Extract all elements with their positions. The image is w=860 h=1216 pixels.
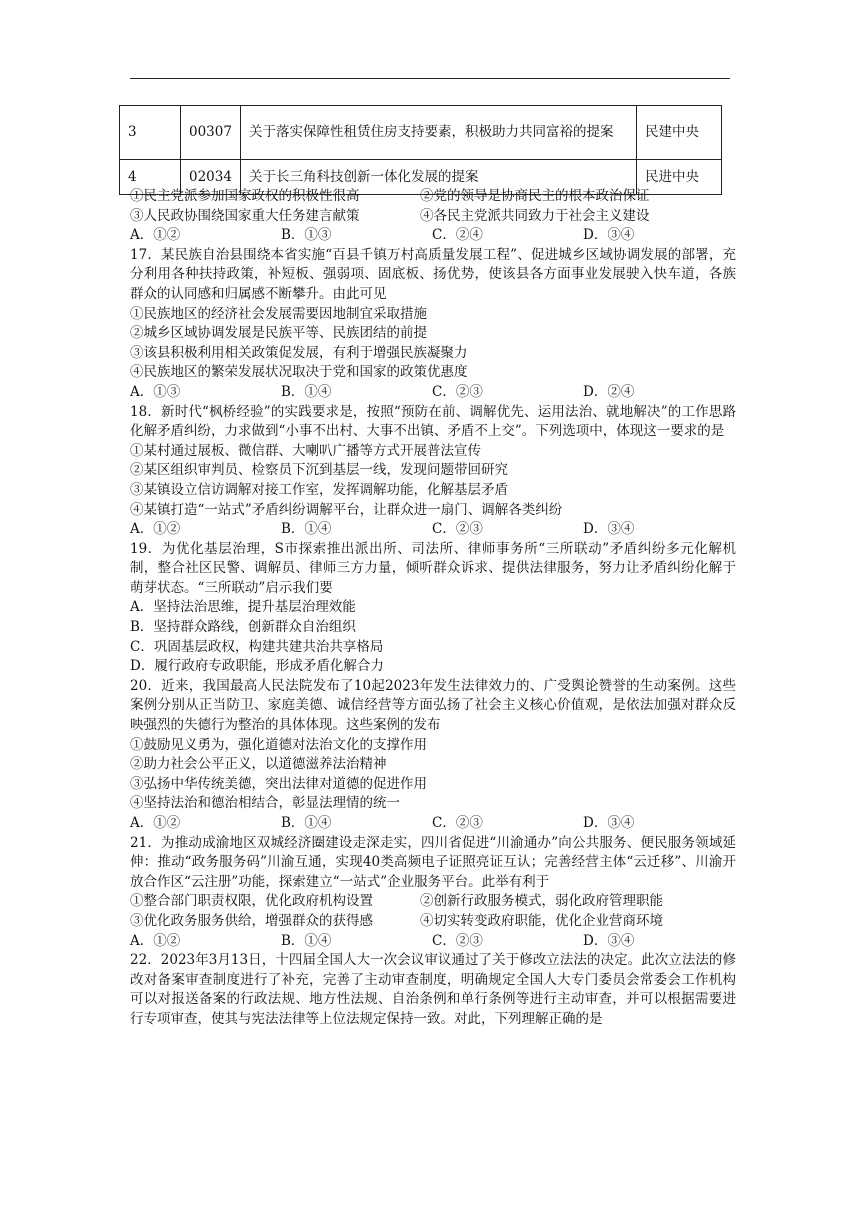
statement: ③人民政协围绕国家重大任务建言献策 [130, 207, 360, 224]
proposal-party: 民进中央 [637, 160, 722, 195]
statement: ①民族地区的经济社会发展需要因地制宜采取措施 [130, 305, 427, 322]
proposal-code: 02034 [181, 160, 241, 195]
question-17-stem: 17．某民族自治县围绕本省实施“百县千镇万村高质量发展工程”、促进城乡区域协调发展的部署，充分利用各种扶持政策，补短板、强弱项、固底板、扬优势，使该县各方面事业发展驶入快车道，各族群众的认同感和归属感不断攀升。由此可见 [130, 246, 736, 302]
answer-options [130, 932, 736, 952]
question-20-stem: 20．近来，我国最高人民法院发布了10起2023年发生法律效力的、广受舆论赞誉的生动案例。这些案例分别从正当防卫、家庭美德、诚信经营等方面弘扬了社会主义核心价值观，是依法加强对群众反映强烈的失德行为整治的具体体现。这些案例的发布 [130, 677, 736, 734]
option-b: B．①④ [281, 521, 332, 538]
statement: ②城乡区域协调发展是民族平等、民族团结的前提 [130, 325, 427, 342]
option-d: D．履行政府专政职能，形成矛盾化解合力 [130, 658, 384, 675]
question-21-stem: 21．为推动成渝地区双城经济圈建设走深走实，四川省促进“川渝通办”向公共服务、便民服务领域延伸：推动“政务服务码”川渝互通，实现40类高频电子证照亮证互认；完善经营主体“云迁移”、川渝开放合作区“云注册”功能，探索建立“一站式”企业服务平台。此举有利于 [130, 834, 736, 890]
statement: ③优化政务服务供给，增强群众的获得感 [130, 912, 373, 929]
statement: ④切实转变政府职能，优化企业营商环境 [420, 912, 663, 929]
option-a: A．①② [130, 227, 181, 244]
statement: ③某镇设立信访调解对接工作室，发挥调解功能，化解基层矛盾 [130, 481, 508, 498]
question-19-stem: 19．为优化基层治理，S市探索推出派出所、司法所、律师事务所“三所联动”矛盾纠纷多元化解机制，整合社区民警、调解员、律师三方力量，倾听群众诉求、提供法律服务，努力让矛盾纠纷化解于萌芽状态。“三所联动”启示我们要 [130, 540, 736, 596]
option-d: D．③④ [583, 227, 635, 244]
question-18-stem: 18．新时代“枫桥经验”的实践要求是，按照“预防在前、调解优先、运用法治、就地解决”的工作思路化解矛盾纠纷，力求做到“小事不出村、大事不出镇、矛盾不上交”。下列选项中，体现这一要求的是 [130, 403, 736, 440]
option-a: A．①② [130, 521, 181, 538]
proposal-party: 民建中央 [637, 106, 722, 160]
answer-options [130, 814, 736, 834]
statement: ④民族地区的繁荣发展状况取决于党和国家的政策优惠度 [130, 364, 468, 381]
statement: ①某村通过展板、微信群、大喇叭广播等方式开展普法宣传 [130, 442, 481, 459]
proposal-title: 关于落实保障性租赁住房支持要素，积极助力共同富裕的提案 [240, 106, 636, 160]
option-a: A．①② [130, 815, 181, 831]
option-d: D．②④ [583, 383, 635, 400]
row-number: 3 [120, 106, 181, 160]
statement: ②某区组织审判员、检察员下沉到基层一线，发现问题带回研究 [130, 462, 508, 479]
option-a: A．①③ [130, 383, 181, 400]
question-22-stem: 22．2023年3月13日，十四届全国人大一次会议审议通过了关于修改立法法的决定。此次立法法的修改对备案审查制度进行了补充，完善了主动审查制度，明确规定全国人大专门委员会常委会工作机构可以对报送备案的行政法规、地方性法规、自治条例和单行条例等进行主动审查，并可以根据需要进行专项审查，使其与宪法法律等上位法规定保持一致。对此，下列理解正确的是 [130, 952, 736, 1027]
option-b: B．坚持群众路线，创新群众自治组织 [130, 619, 356, 636]
question-list [130, 187, 736, 1030]
option-b: B．①④ [281, 383, 332, 400]
statement: ①民主党派参加国家政权的积极性很高 [130, 188, 360, 204]
option-d: D．③④ [583, 932, 635, 949]
answer-options [130, 383, 736, 403]
option-d: D．③④ [583, 815, 635, 831]
option-a: A．①② [130, 932, 181, 949]
proposal-code: 00307 [181, 106, 241, 160]
answer-options [130, 520, 736, 540]
row-number: 4 [120, 160, 181, 195]
statement: ①整合部门职责权限，优化政府机构设置 [130, 893, 373, 910]
option-c: C．②③ [432, 815, 483, 831]
option-c: C．②④ [432, 227, 483, 244]
statement: ②助力社会公平正义，以道德滋养法治精神 [130, 756, 387, 773]
option-b: B．①④ [281, 815, 332, 831]
option-c: C．②③ [432, 383, 483, 400]
statement: ④各民主党派共同致力于社会主义建设 [420, 207, 650, 224]
statement: ②党的领导是协商民主的根本政治保证 [420, 188, 650, 204]
option-a: A．坚持法治思维，提升基层治理效能 [130, 599, 356, 616]
statement: ②创新行政服务模式，弱化政府管理职能 [420, 893, 663, 910]
statement-row [130, 912, 736, 932]
option-b: B．①③ [281, 227, 332, 244]
option-c: C．②③ [432, 521, 483, 538]
option-b: B．①④ [281, 932, 332, 949]
statement: ④坚持法治和德治相结合，彰显法理情的统一 [130, 795, 400, 812]
statement: ③弘扬中华传统美德，突出法律对道德的促进作用 [130, 775, 427, 792]
option-c: C．巩固基层政权，构建共建共治共享格局 [130, 638, 384, 655]
statement: ③该县积极利用相关政策促发展，有利于增强民族凝聚力 [130, 344, 468, 361]
table-row [120, 106, 722, 160]
statement-row [130, 207, 736, 227]
proposal-table [119, 105, 722, 195]
answer-options [130, 226, 736, 246]
header-rule [130, 78, 730, 79]
statement-row [130, 892, 736, 912]
statement-row [130, 187, 736, 207]
proposal-title: 关于长三角科技创新一体化发展的提案 [240, 160, 636, 195]
option-c: C．②③ [432, 932, 483, 949]
option-d: D．③④ [583, 521, 635, 538]
statement: ④某镇打造“一站式”矛盾纠纷调解平台，让群众进一扇门、调解各类纠纷 [130, 501, 563, 518]
statement: ①鼓励见义勇为，强化道德对法治文化的支撑作用 [130, 736, 427, 753]
